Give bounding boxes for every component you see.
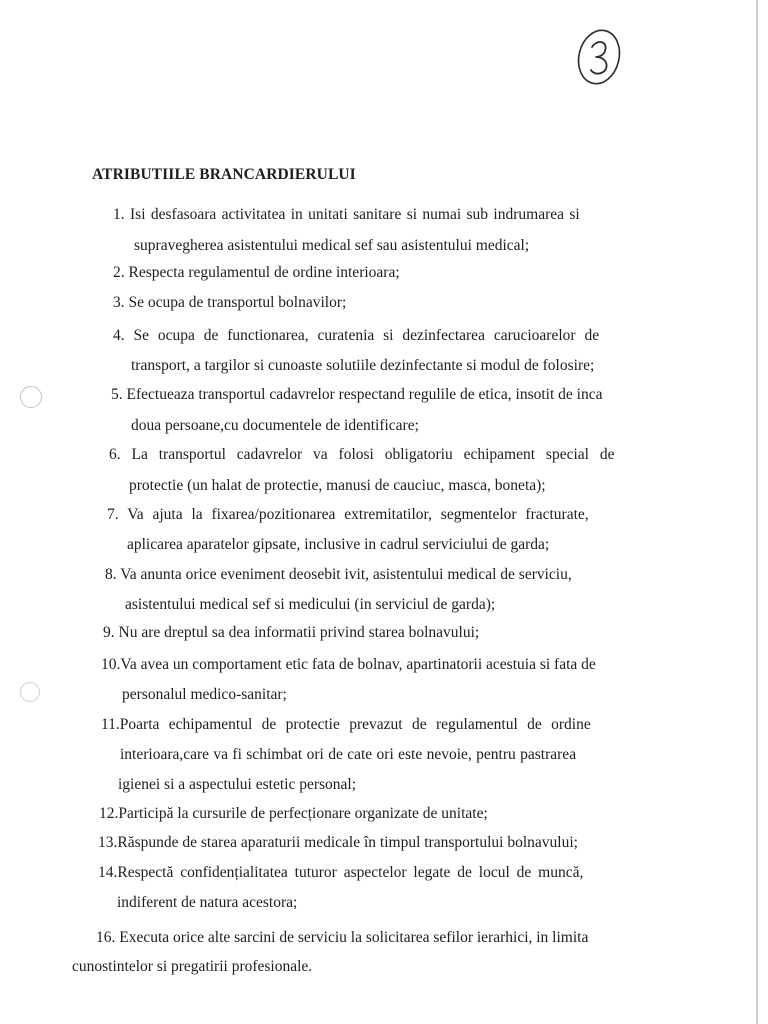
list-item-2: 2. Respecta regulamentul de ordine interioara; bbox=[113, 264, 400, 281]
page-edge bbox=[756, 0, 758, 1024]
punch-hole-mark bbox=[20, 682, 40, 702]
list-item-11-line-2: interioara,care va fi schimbat ori de cate ori este nevoie, pentru pastrarea bbox=[120, 746, 577, 763]
list-item-16-line-2: cunostintelor si pregatirii profesionale. bbox=[72, 958, 313, 975]
list-item-13: 13.Răspunde de starea aparaturii medicale în timpul transportului bolnavului; bbox=[98, 834, 578, 851]
list-item-16-line-1: 16. Executa orice alte sarcini de serviciu la solicitarea sefilor ierarhici, in limita bbox=[96, 929, 589, 946]
list-item-12: 12.Participă la cursurile de perfecționare organizate de unitate; bbox=[99, 805, 488, 822]
list-item-5-line-1: 5. Efectueaza transportul cadavrelor respectand regulile de etica, insotit de inca bbox=[111, 386, 603, 403]
list-item-9: 9. Nu are dreptul sa dea informatii privind starea bolnavului; bbox=[103, 624, 480, 641]
list-item-7-line-1: 7. Va ajuta la fixarea/pozitionarea extremitatilor, segmentelor fracturate, bbox=[107, 506, 589, 523]
list-item-5-line-2: doua persoane,cu documentele de identificare; bbox=[131, 417, 419, 434]
list-item-6-line-2: protectie (un halat de protectie, manusi de cauciuc, masca, boneta); bbox=[129, 477, 546, 494]
document-title: ATRIBUTIILE BRANCARDIERULUI bbox=[92, 166, 356, 183]
list-item-11-line-1: 11.Poarta echipamentul de protectie prevazut de regulamentul de ordine bbox=[101, 716, 591, 733]
list-item-11-line-3: igienei si a aspectului estetic personal; bbox=[118, 776, 357, 793]
list-item-1-line-2: supravegherea asistentului medical sef sau asistentului medical; bbox=[134, 237, 530, 254]
list-item-14-line-2: indiferent de natura acestora; bbox=[117, 894, 298, 911]
list-item-8-line-1: 8. Va anunta orice eveniment deosebit ivit, asistentului medical de serviciu, bbox=[105, 566, 572, 583]
list-item-6-line-1: 6. La transportul cadavrelor va folosi obligatoriu echipament special de bbox=[109, 446, 615, 463]
list-item-10-line-1: 10.Va avea un comportament etic fata de bolnav, apartinatorii acestuia si fata de bbox=[101, 656, 596, 673]
list-item-3: 3. Se ocupa de transportul bolnavilor; bbox=[113, 294, 347, 311]
list-item-4-line-2: transport, a targilor si cunoaste solutiile dezinfectante si modul de folosire; bbox=[131, 357, 595, 374]
punch-hole-mark bbox=[20, 386, 42, 408]
list-item-10-line-2: personalul medico-sanitar; bbox=[122, 686, 287, 703]
list-item-8-line-2: asistentului medical sef si medicului (in serviciul de garda); bbox=[125, 596, 496, 613]
list-item-4-line-1: 4. Se ocupa de functionarea, curatenia si dezinfectarea carucioarelor de bbox=[113, 327, 600, 344]
handwritten-page-number bbox=[574, 26, 626, 90]
list-item-1-line-1: 1. Isi desfasoara activitatea in unitati sanitare si numai sub indrumarea si bbox=[113, 206, 580, 223]
list-item-14-line-1: 14.Respectă confidențialitatea tuturor aspectelor legate de locul de muncă, bbox=[98, 864, 584, 881]
list-item-7-line-2: aplicarea aparatelor gipsate, inclusive in cadrul serviciului de garda; bbox=[127, 536, 550, 553]
